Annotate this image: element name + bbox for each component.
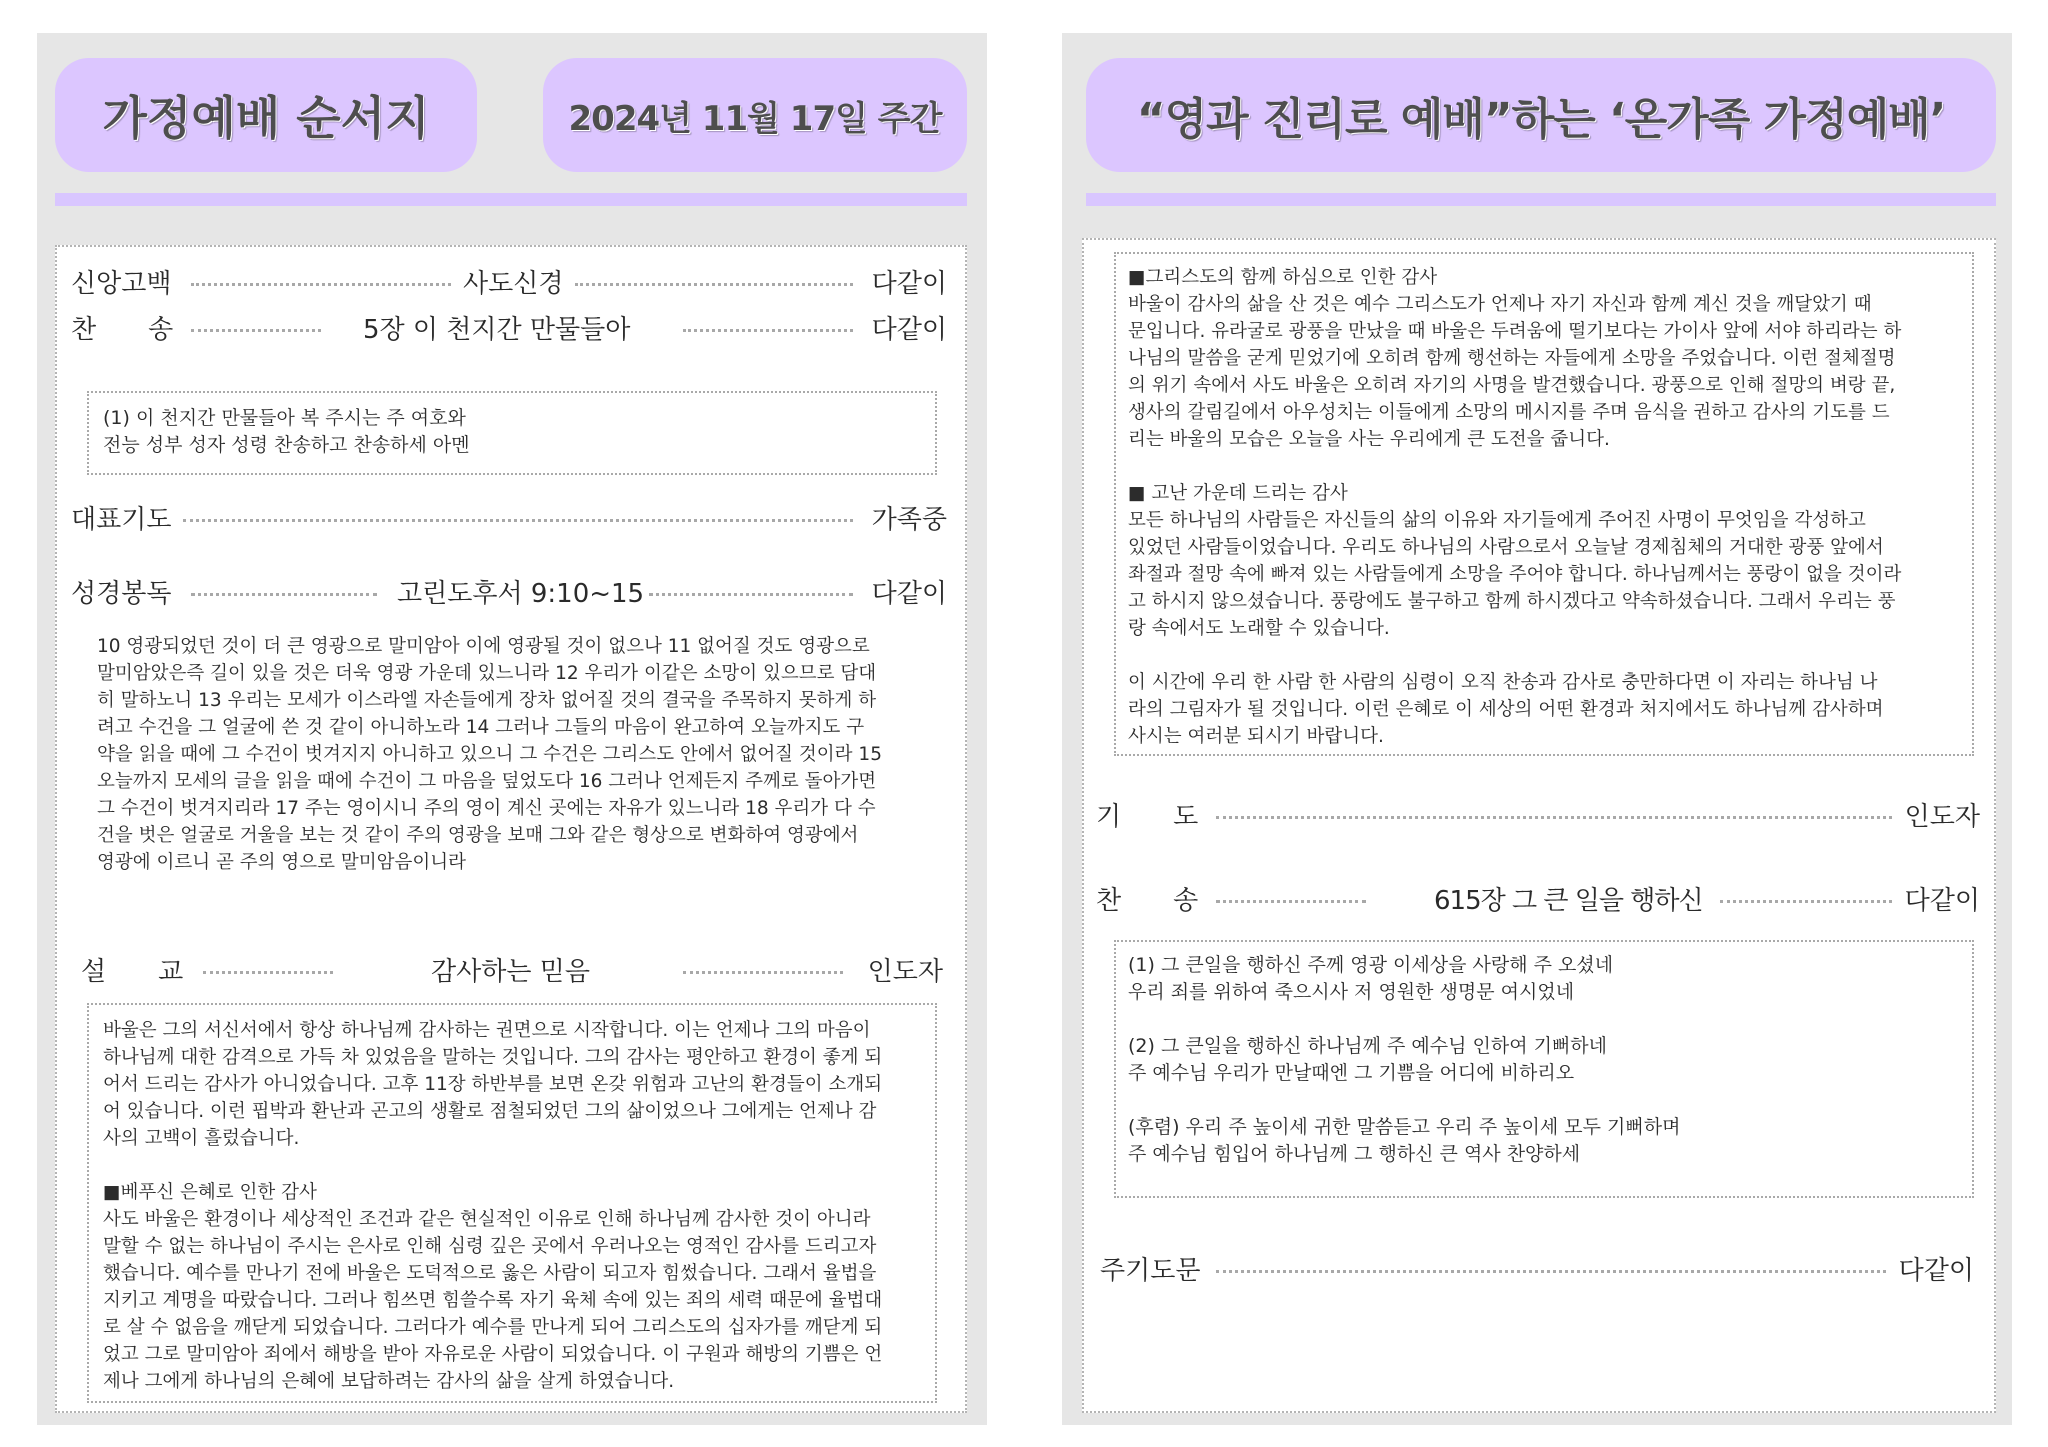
order-row-sermon bbox=[57, 951, 965, 991]
order-who: 가족중 bbox=[871, 505, 947, 535]
order-who: 다같이 bbox=[871, 579, 947, 609]
order-center: 감사하는 믿음 bbox=[431, 957, 590, 987]
divider-bar bbox=[1086, 193, 1996, 206]
theme-title: “영과 진리로 예배”하는 ‘온가족 가정예배’ bbox=[1136, 94, 1946, 145]
leader-dots bbox=[1216, 900, 1366, 903]
leader-dots bbox=[191, 593, 377, 596]
order-row-hymn bbox=[1084, 880, 1994, 920]
order-label: 찬 송 bbox=[1096, 886, 1199, 916]
leader-dots bbox=[649, 593, 853, 596]
order-row-hymn bbox=[57, 309, 965, 349]
order-who: 다같이 bbox=[1904, 886, 1980, 916]
leader-dots bbox=[683, 971, 843, 974]
order-row-lords-prayer bbox=[1084, 1250, 1994, 1290]
sermon-text: 바울은 그의 서신서에서 항상 하나님께 감사하는 권면으로 시작합니다. 이는 언제나 그의 마음이 하나님께 대한 감격으로 가득 차 있었음을 말하는 것입니다. 그의 감사는 평안하고 환경이 좋게 되 어서 드리는 감사가 아니었습니다. 고후 11장 하반부를 보면 온갖 위험과 고난의 환경들이 소개되 어 있습니다. 이런 핍박과 환난과 곤고의 생활로 점철되었던 그의 삶이었으나 그에게는 언제나 감 사의 고백이 흘렀습니다. ■베푸신 은혜로 인한 감사 사도 바울은 환경이나 세상적인 조건과 같은 현실적인 이유로 인해 하나님께 감사한 것이 아니라 말할 수 없는 하나님이 주시는 은사로 인해 심령 깊은 곳에서 우러나오는 영적인 감사를 드리고자 했습니다. 예수를 만나기 전에 바울은 도덕적으로 옳은 사람이 되고자 힘썼습니다. 그래서 율법을 지키고 계명을 따랐습니다. 그러나 힘쓰면 힘쓸수록 자기 육체 속에 있는 죄의 세력 때문에 율법대 로 살 수 없음을 깨닫게 되었습니다. 그러다가 예수를 만나게 되어 그리스도의 십자가를 깨닫게 되 었고 그로 말미암아 죄에서 해방을 받아 자유로운 사람이 되었습니다. 이 구원과 해방의 기쁨은 언 제나 그에게 하나님의 은혜에 보답하려는 감사의 삶을 살게 하였습니다. bbox=[103, 1020, 883, 1392]
scripture-text: 10 영광되었던 것이 더 큰 영광으로 말미암아 이에 영광될 것이 없으나 11 없어질 것도 영광으로 말미암았은즉 길이 있을 것은 더욱 영광 가운데 있느니라 12 우리가 이같은 소망이 있으므로 담대 히 말하노니 13 우리는 모세가 이스라엘 자손들에게 장차 없어질 것의 결국을 주목하지 못하게 하 려고 수건을 그 얼굴에 쓴 것 같이 아니하노라 14 그러나 그들의 마음이 완고하여 오늘까지도 구 약을 읽을 때에 그 수건이 벗겨지지 아니하고 있으니 그 수건은 그리스도 안에서 없어질 것이라 15 오늘까지 모세의 글을 읽을 때에 수건이 그 마음을 덮었도다 16 그러나 언제든지 주께로 돌아가면 그 수건이 벗겨지리라 17 주는 영이시니 주의 영이 계신 곳에는 자유가 있느니라 18 우리가 다 수 건을 벗은 얼굴로 거울을 보는 것 같이 주의 영광을 보매 그와 같은 형상으로 변화하여 영광에서 영광에 이르니 곧 주의 영으로 말미암음이니라 bbox=[97, 636, 882, 873]
hymn-lyrics-box bbox=[1114, 940, 1974, 1198]
order-label: 신앙고백 bbox=[71, 269, 172, 299]
order-who: 다같이 bbox=[1898, 1256, 1974, 1286]
theme-pill bbox=[1086, 58, 1996, 172]
sermon-box bbox=[87, 1003, 937, 1403]
leader-dots bbox=[575, 283, 853, 286]
order-label: 주기도문 bbox=[1100, 1256, 1201, 1286]
order-row-prayer bbox=[57, 499, 965, 539]
order-label: 성경봉독 bbox=[71, 579, 172, 609]
order-row-reading bbox=[57, 573, 965, 613]
leader-dots bbox=[1216, 1270, 1886, 1273]
leader-dots bbox=[203, 971, 333, 974]
leader-dots bbox=[1720, 900, 1892, 903]
order-who: 다같이 bbox=[871, 315, 947, 345]
bulletin-date: 2024년 11월 17일 주간 bbox=[568, 98, 942, 139]
order-who: 인도자 bbox=[867, 957, 943, 987]
date-pill bbox=[543, 58, 967, 172]
bulletin-title: 가정예배 순서지 bbox=[102, 91, 430, 145]
hymn-lyrics-box bbox=[87, 391, 937, 475]
leader-dots bbox=[191, 283, 451, 286]
order-who: 인도자 bbox=[1904, 802, 1980, 832]
order-row-creed bbox=[57, 263, 965, 303]
right-page bbox=[1062, 33, 2012, 1425]
order-center: 615장 그 큰 일을 행하신 bbox=[1434, 886, 1703, 916]
leader-dots bbox=[183, 519, 853, 522]
order-center: 5장 이 천지간 만물들아 bbox=[363, 315, 631, 345]
order-label: 기 도 bbox=[1096, 802, 1199, 832]
order-label: 찬 송 bbox=[71, 315, 174, 345]
order-center: 고린도후서 9:10~15 bbox=[397, 579, 645, 609]
order-label: 대표기도 bbox=[71, 505, 172, 535]
order-center: 사도신경 bbox=[463, 269, 564, 299]
left-page bbox=[37, 33, 987, 1425]
leader-dots bbox=[683, 329, 853, 332]
order-sheet bbox=[55, 245, 967, 1413]
title-pill bbox=[55, 58, 477, 172]
hymn-lyrics: (1) 이 천지간 만물들아 복 주시는 주 여호와 전능 성부 성자 성령 찬송하고 찬송하세 아멘 bbox=[103, 407, 470, 456]
sermon-text: ■그리스도의 함께 하심으로 인한 감사 바울이 감사의 삶을 산 것은 예수 그리스도가 언제나 자기 자신과 함께 계신 것을 깨달았기 때 문입니다. 유라굴로 광풍을 만났을 때 바울은 두려움에 떨기보다는 가이사 앞에 서야 하리라는 하 나님의 말씀을 굳게 믿었기에 오히려 함께 행선하는 자들에게 소망을 주었습니다. 이런 절체절명 의 위기 속에서 사도 바울은 오히려 자기의 사명을 발견했습니다. 광풍으로 인해 절망의 벼랑 끝, 생사의 갈림길에서 아우성치는 이들에게 소망의 메시지를 주며 음식을 권하고 감사의 기도를 드 리는 바울의 모습은 오늘을 사는 우리에게 큰 도전을 줍니다. ■ 고난 가운데 드리는 감사 모든 하나님의 사람들은 자신들의 삶의 이유와 자기들에게 주어진 사명이 무엇임을 각성하고 있었던 사람들이었습니다. 우리도 하나님의 사람으로서 오늘날 경제침체의 거대한 광풍 앞에서 좌절과 절망 속에 빠져 있는 사람들에게 소망을 주어야 합니다. 하나님께서는 풍랑이 없을 것이라 고 하시지 않으셨습니다. 풍랑에도 불구하고 함께 하시겠다고 약속하셨습니다. 그래서 우리는 풍 랑 속에서도 노래할 수 있습니다. 이 시간에 우리 한 사람 한 사람의 심령이 오직 찬송과 감사로 충만하다면 이 자리는 하나님 나 라의 그림자가 될 것입니다. 이런 은혜로 이 세상의 어떤 환경과 처지에서도 하나님께 감사하며 사시는 여러분 되시기 바랍니다. bbox=[1128, 267, 1902, 747]
sermon-box bbox=[1114, 252, 1974, 756]
order-who: 다같이 bbox=[871, 269, 947, 299]
leader-dots bbox=[1216, 816, 1892, 819]
hymn-lyrics: (1) 그 큰일을 행하신 주께 영광 이세상을 사랑해 주 오셨네 우리 죄를 위하여 죽으시사 저 영원한 생명문 여시었네 (2) 그 큰일을 행하신 하나님께 주 예수님 인하여 기뻐하네 주 예수님 우리가 만날때엔 그 기쁨을 어디에 비하리오 (후렴) 우리 주 높이세 귀한 말씀듣고 우리 주 높이세 모두 기뻐하며 주 예수님 힘입어 하나님께 그 행하신 큰 역사 찬양하세 bbox=[1128, 954, 1681, 1165]
order-sheet bbox=[1082, 238, 1996, 1413]
divider-bar bbox=[55, 193, 967, 206]
order-row-prayer bbox=[1084, 796, 1994, 836]
order-label: 설 교 bbox=[81, 957, 184, 987]
leader-dots bbox=[191, 329, 321, 332]
